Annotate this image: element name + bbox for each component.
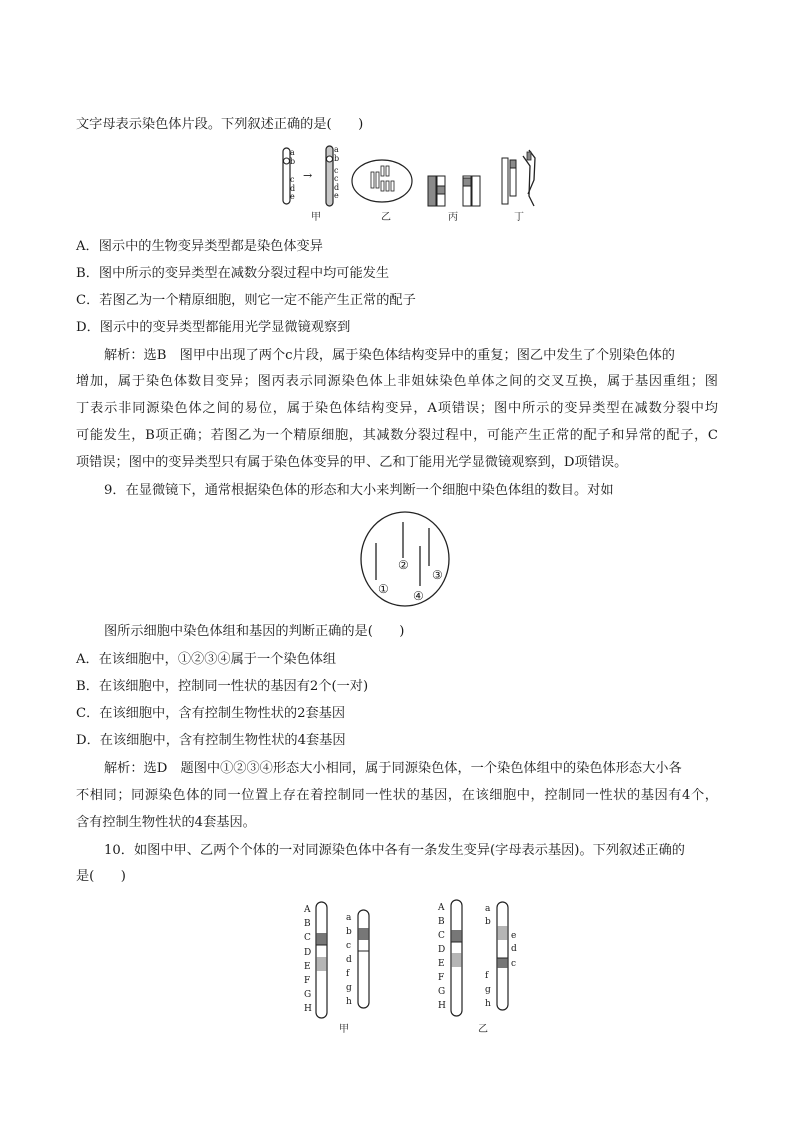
q10-stem-tail: 是( )	[76, 869, 126, 884]
fig10-yi-right-label: d	[511, 944, 517, 954]
fig10-yi-right-label: e	[511, 931, 517, 941]
fig8-left-label: a	[290, 148, 295, 157]
q10-stem: 10．如图中甲、乙两个个体的一对同源染色体中各有一条发生变异(字母表示基因)。下列叙述正确的	[104, 843, 685, 858]
fig10-jia-right-label: c	[346, 941, 352, 951]
fig10-caption-jia: 甲	[339, 1024, 349, 1035]
q8-option-a[interactable]: A．图示中的生物变异类型都是染色体变异	[76, 239, 323, 254]
q9-option-b[interactable]: B．在该细胞中，控制同一性状的基因有2个(一对)	[76, 679, 369, 694]
q9-figure	[0, 510, 794, 620]
fig10-yi-right-label: g	[485, 985, 491, 995]
q9-analysis-line: 解析：选D 题图中①②③④形态大小相同，属于同源染色体，一个染色体组中的染色体形态大小各	[104, 761, 682, 776]
fig9-label-2: ②	[398, 558, 409, 572]
fig10-yi-right-label: h	[485, 999, 491, 1009]
fig9-label-1: ①	[378, 582, 389, 596]
fig8-right-label: d	[334, 183, 340, 192]
fig8-yi	[352, 160, 412, 202]
fig8-bing	[428, 176, 480, 206]
fig8-caption-jia: 甲	[311, 212, 321, 223]
fig8-caption-yi: 乙	[381, 212, 391, 223]
q8-option-c[interactable]: C．若图乙为一个精原细胞，则它一定不能产生正常的配子	[76, 293, 416, 308]
fig10-yi-right-label: c	[511, 959, 517, 969]
fig10-yi-right-label: f	[485, 971, 489, 981]
q9-stem-tail: 图所示细胞中染色体组和基因的判断正确的是( )	[104, 624, 405, 639]
fig8-right-label: c	[334, 174, 339, 183]
fig10-jia	[303, 902, 369, 1035]
fig10-jia-right-label: f	[346, 969, 350, 979]
fig10-yi	[437, 900, 517, 1035]
q8-stem-tail: 文字母表示染色体片段。下列叙述正确的是( )	[76, 117, 364, 132]
fig9-label-4: ④	[413, 589, 424, 603]
q8-analysis-line: 丁表示非同源染色体之间的易位，属于染色体结构变异，A项错误；图中所示的变异类型在减数分裂中均	[76, 401, 718, 416]
q10-figure	[0, 890, 794, 1040]
q9-analysis-line: 含有控制生物性状的4套基因。	[76, 815, 256, 830]
fig8-right-label: a	[334, 145, 339, 154]
fig10-yi-right-label: a	[485, 904, 491, 914]
fig8-right-label: c	[334, 166, 339, 175]
fig10-jia-right-label: d	[346, 955, 352, 965]
fig10-jia-left-label: A	[304, 905, 311, 915]
fig10-jia-right-label: g	[346, 983, 352, 993]
fig8-ding	[502, 150, 535, 206]
fig9-label-3: ③	[432, 568, 443, 582]
fig8-caption-bing: 丙	[448, 212, 458, 223]
fig8-caption-ding: 丁	[514, 212, 524, 223]
q8-analysis-line: 增加，属于染色体数目变异；图丙表示同源染色体上非姐妹染色单体之间的交叉互换，属于基因重组；图	[76, 374, 718, 389]
q9-option-c[interactable]: C．在该细胞中，含有控制生物性状的2套基因	[76, 706, 346, 721]
fig8-left-label: b	[290, 157, 296, 166]
q9-analysis-line: 不相同；同源染色体的同一位置上存在着控制同一性状的基因，在该细胞中，控制同一性状的基因有4个，	[76, 788, 718, 803]
q8-option-d[interactable]: D．图示中的变异类型都能用光学显微镜观察到	[76, 320, 351, 335]
fig10-jia-right-label: a	[346, 913, 352, 923]
fig8-left-label: d	[290, 184, 296, 193]
fig10-jia-left-label: B	[304, 919, 311, 929]
fig8-jia	[283, 145, 339, 206]
fig8-left-label: c	[290, 175, 295, 184]
fig10-yi-left-label: E	[438, 959, 445, 969]
q8-analysis-line: 可能发生，B项正确；若图乙为一个精原细胞，其减数分裂过程中，可能产生正常的配子和异常的配子，C	[76, 428, 718, 443]
fig10-yi-left-label: B	[438, 917, 445, 927]
fig10-jia-left-label: F	[304, 976, 311, 986]
fig10-jia-right-label: b	[346, 927, 352, 937]
fig10-jia-left-label: H	[304, 1004, 312, 1014]
fig10-jia-left-label: G	[304, 990, 312, 1000]
q8-option-b[interactable]: B．图中所示的变异类型在减数分裂过程中均可能发生	[76, 266, 390, 281]
fig10-yi-left-label: F	[438, 973, 445, 983]
q9-option-a[interactable]: A．在该细胞中，①②③④属于一个染色体组	[76, 652, 337, 667]
q9-option-d[interactable]: D．在该细胞中，含有控制生物性状的4套基因	[76, 733, 346, 748]
fig10-jia-left-label: E	[304, 962, 311, 972]
fig10-yi-left-label: A	[438, 903, 445, 913]
fig8-right-label: b	[334, 154, 340, 163]
fig10-jia-right-label: h	[346, 997, 352, 1007]
fig10-caption-yi: 乙	[478, 1024, 488, 1035]
q8-analysis-line: 解析：选B 图甲中出现了两个c片段，属于染色体结构变异中的重复；图乙中发生了个别染色体的	[104, 348, 675, 363]
fig10-yi-left-label: C	[438, 931, 445, 941]
fig8-right-label: e	[334, 191, 339, 200]
fig8-left-label: e	[290, 192, 295, 201]
fig10-jia-left-label: C	[304, 933, 311, 943]
fig8-arrow: →	[303, 169, 313, 182]
fig10-yi-left-label: H	[438, 1001, 446, 1011]
fig10-yi-left-label: G	[438, 987, 446, 997]
q8-figure	[0, 140, 794, 240]
q8-analysis-line: 项错误；图中的变异类型只有属于染色体变异的甲、乙和丁能用光学显微镜观察到，D项错误。	[76, 455, 628, 470]
fig10-yi-right-label: b	[485, 917, 491, 927]
fig10-yi-left-label: D	[438, 945, 446, 955]
fig10-jia-left-label: D	[304, 948, 312, 958]
q9-stem: 9．在显微镜下，通常根据染色体的形态和大小来判断一个细胞中染色体组的数目。对如	[104, 483, 614, 498]
